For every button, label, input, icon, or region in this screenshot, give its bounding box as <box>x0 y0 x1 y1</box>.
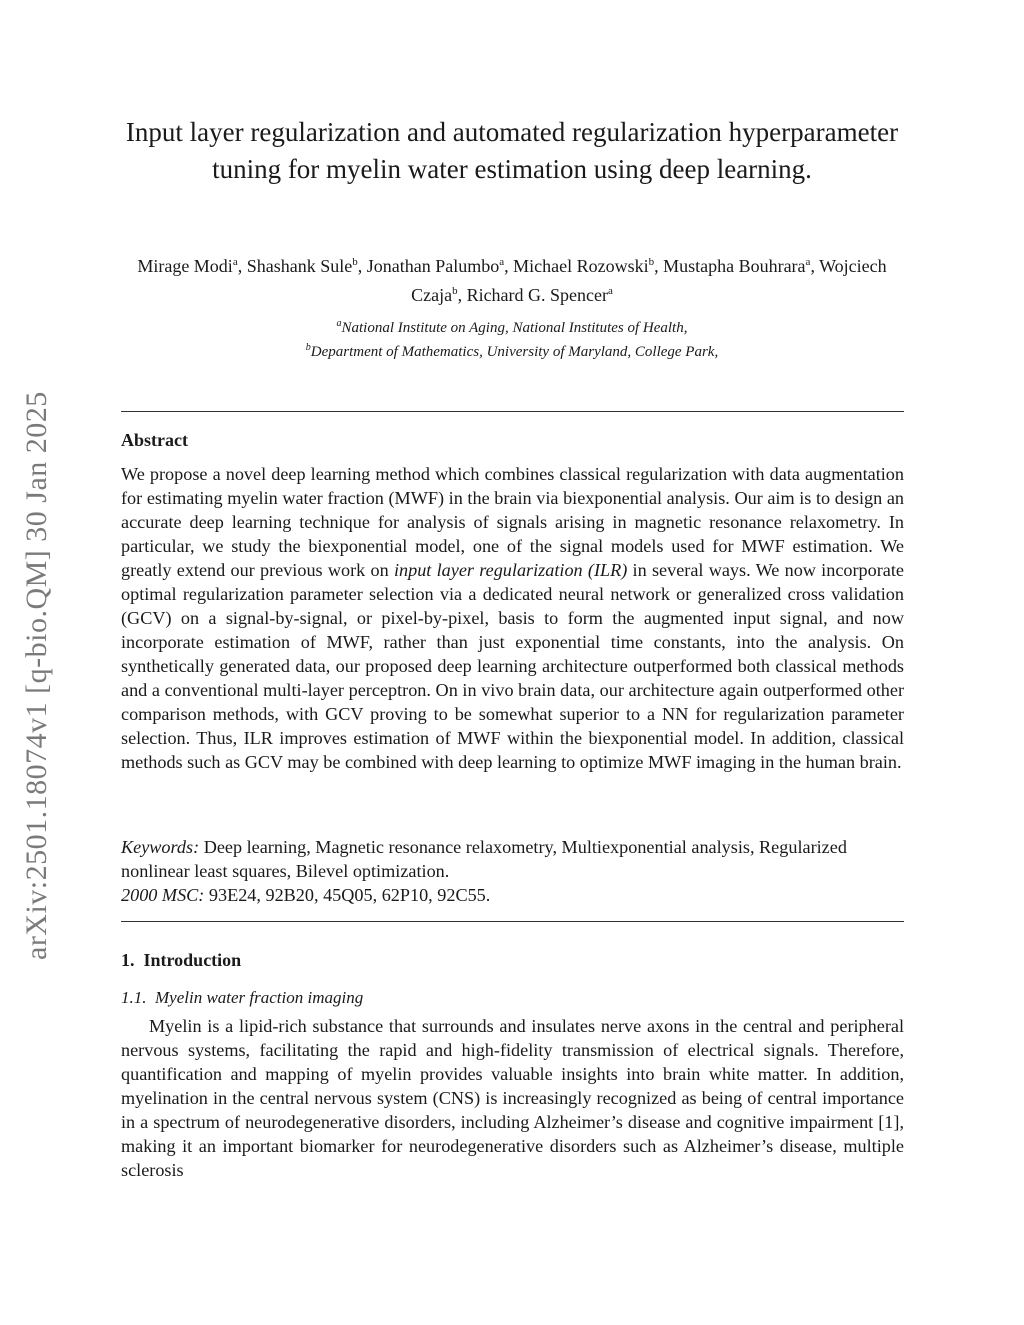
abstract-section <box>121 428 904 774</box>
affiliation-b: $^b$Department of Mathematics, University of Maryland, College Park, <box>305 342 719 360</box>
subsection-heading: 1.1. Myelin water fraction imaging <box>121 988 364 1007</box>
author: Jonathan Palumbo$^a$ <box>366 256 505 276</box>
author: Michael Rozowski$^b$ <box>513 256 655 276</box>
author: Shashank Sule$^b$ <box>246 256 358 276</box>
introduction-section <box>121 948 904 1182</box>
arxiv-side-stamp: arXiv:2501.18074v1 [q-bio.QM] 30 Jan 2025 <box>20 391 53 960</box>
affiliation-a: $^a$National Institute on Aging, National Institutes of Health, <box>336 318 688 336</box>
affiliations <box>120 314 904 362</box>
section-heading-introduction: 1. Introduction <box>121 950 242 970</box>
author: Wojciech Czaja$^b$ <box>411 256 887 305</box>
keywords: Keywords: Deep learning, Magnetic resonance relaxometry, Multiexponential analysis, Regularized nonlinear least squares, Bilevel optimization. <box>121 837 847 881</box>
intro-paragraph: Myelin is a lipid-rich substance that surrounds and insulates nerve axons in the central and peripheral nervous systems, facilitating the rapid and high-fidelity transmission of electrical signals. Therefore, quantification and mapping of myelin provides valuable insights into brain white matter. In addition, myelination in the central nervous system (CNS) is increasingly recognized as being of central importance in a spectrum of neurodegenerative disorders, including Alzheimer’s disease and cognitive impairment [1], making it an important biomarker for neurodegenerative disorders such as Alzheimer’s disease, multiple sclerosis <box>121 1016 904 1180</box>
abstract-bottom-rule <box>121 921 904 922</box>
keywords-block <box>121 835 904 907</box>
author: Mustapha Bouhrara$^a$ <box>663 256 811 276</box>
author-list: Mirage Modi$^a$, Shashank Sule$^b$, Jonathan Palumbo$^a$, Michael Rozowski$^b$, Mustapha Bouhrara$^a$, Wojciech Czaja$^b$, Richard G. Spencer$^a$ <box>137 256 887 305</box>
paper-title: Input layer regularization and automated regularization hyperparameter tuning for myelin water estimation using deep learning. <box>125 117 899 184</box>
abstract-top-rule <box>121 411 904 412</box>
author: Richard G. Spencer$^a$ <box>466 285 613 305</box>
msc-codes: 2000 MSC: 93E24, 92B20, 45Q05, 62P10, 92C55. <box>121 885 491 905</box>
abstract-heading: Abstract <box>121 430 188 450</box>
abstract-body: We propose a novel deep learning method which combines classical regularization with data augmentation for estimating myelin water fraction (MWF) in the brain via biexponential analysis. Our aim is to design an accurate deep learning technique for analysis of signals arising in magnetic resonance relaxometry. In particular, we study the biexponential model, one of the signal models used for MWF estimation. We greatly extend our previous work on input layer regularization (ILR) in several ways. We now incorporate optimal regularization parameter selection via a dedicated neural network or generalized cross validation (GCV) on a signal-by-signal, or pixel-by-pixel, basis to form the augmented input signal, and now incorporate estimation of MWF, rather than just exponential time constants, into the analysis. On synthetically generated data, our proposed deep learning architecture outperformed both classical methods and a conventional multi-layer perceptron. On in vivo brain data, our architecture again outperformed other comparison methods, with GCV proving to be somewhat superior to a NN for regularization parameter selection. Thus, ILR improves estimation of MWF within the biexponential model. In addition, classical methods such as GCV may be combined with deep learning to optimize MWF imaging in the human brain. <box>121 464 904 772</box>
author: Mirage Modi$^a$ <box>137 256 238 276</box>
